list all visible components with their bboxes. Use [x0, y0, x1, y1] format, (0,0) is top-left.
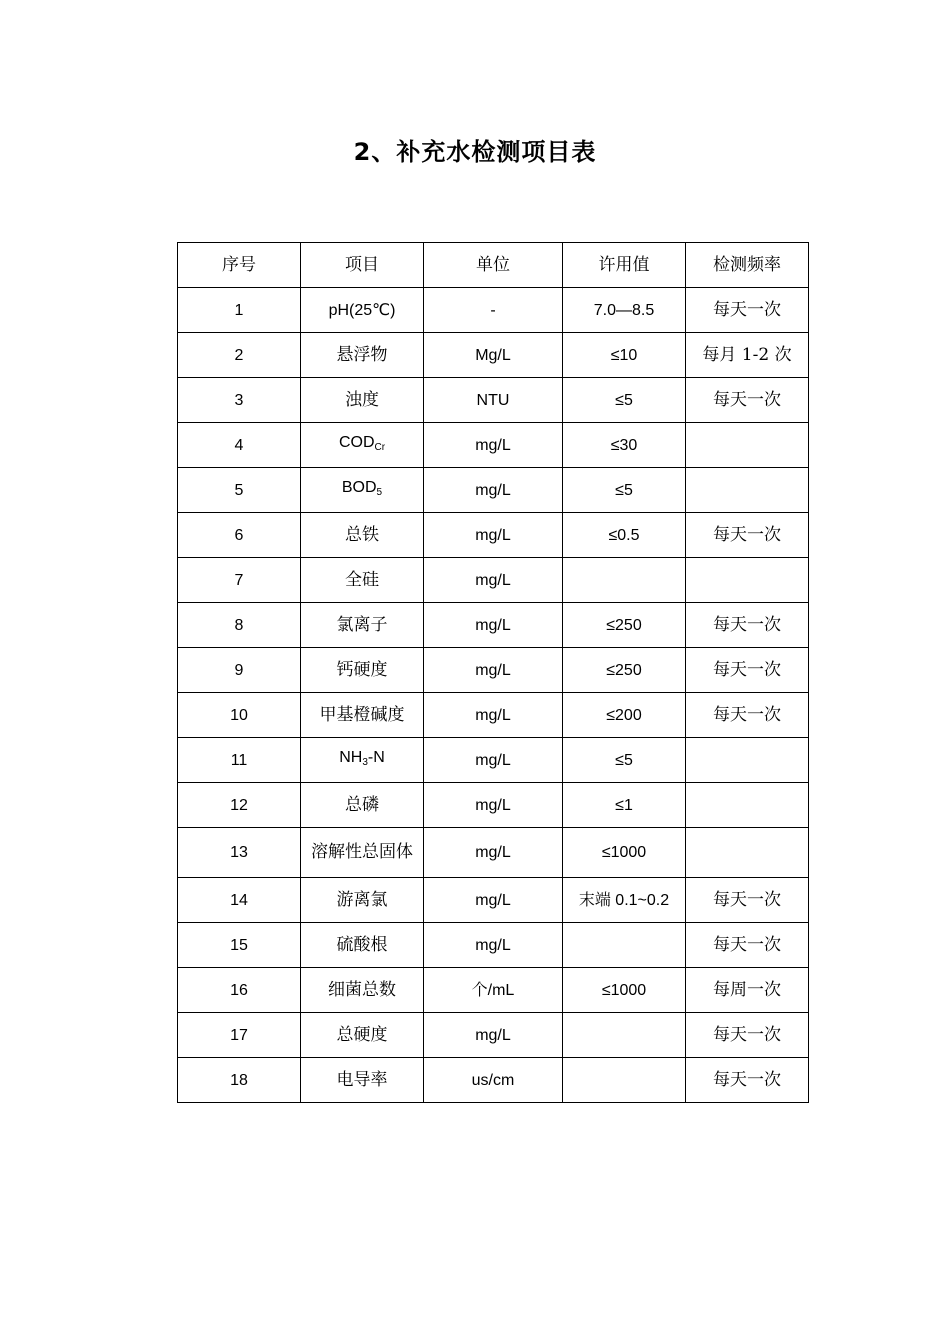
- cell-unit: mg/L: [424, 648, 563, 693]
- cell-no: 11: [178, 738, 301, 783]
- cell-item: 硫酸根: [301, 923, 424, 968]
- cell-no: 2: [178, 333, 301, 378]
- item-subscript: 5: [376, 487, 383, 498]
- cell-limit: ≤1000: [563, 828, 686, 878]
- cell-limit: ≤5: [563, 468, 686, 513]
- cell-item: 细菌总数: [301, 968, 424, 1013]
- cell-limit: ≤250: [563, 603, 686, 648]
- table-row: [178, 648, 809, 693]
- cell-frequency: 每天一次: [686, 603, 809, 648]
- cell-frequency: [686, 558, 809, 603]
- cell-frequency: [686, 423, 809, 468]
- cell-unit: mg/L: [424, 693, 563, 738]
- cell-no: 1: [178, 288, 301, 333]
- cell-limit: ≤5: [563, 378, 686, 423]
- cell-limit: ≤200: [563, 693, 686, 738]
- header-allowable-value: 许用值: [563, 243, 686, 288]
- cell-frequency: [686, 468, 809, 513]
- table-row: [178, 878, 809, 923]
- cell-no: 16: [178, 968, 301, 1013]
- header-item: 项目: [301, 243, 424, 288]
- cell-limit: [563, 1013, 686, 1058]
- table-row: [178, 1013, 809, 1058]
- table-row: [178, 828, 809, 878]
- cell-item: 游离氯: [301, 878, 424, 923]
- table-row: [178, 603, 809, 648]
- cell-frequency: 每天一次: [686, 693, 809, 738]
- table-row: [178, 468, 809, 513]
- table-row: [178, 968, 809, 1013]
- cell-item: 浊度: [301, 378, 424, 423]
- table-row: [178, 558, 809, 603]
- cell-item: 全硅: [301, 558, 424, 603]
- cell-limit: 末端 0.1~0.2: [563, 878, 686, 923]
- cell-limit: [563, 1058, 686, 1103]
- table-row: [178, 738, 809, 783]
- cell-frequency: [686, 783, 809, 828]
- cell-limit: ≤1000: [563, 968, 686, 1013]
- table-row: [178, 693, 809, 738]
- cell-no: 5: [178, 468, 301, 513]
- cell-frequency: 每月 1-2 次: [686, 333, 809, 378]
- cell-limit: ≤1: [563, 783, 686, 828]
- item-subscript: Cr: [374, 442, 386, 453]
- cell-no: 14: [178, 878, 301, 923]
- cell-item: pH(25℃): [301, 288, 424, 333]
- cell-unit: us/cm: [424, 1058, 563, 1103]
- cell-no: 10: [178, 693, 301, 738]
- cell-unit: mg/L: [424, 558, 563, 603]
- cell-no: 9: [178, 648, 301, 693]
- cell-unit: mg/L: [424, 923, 563, 968]
- table-row: [178, 513, 809, 558]
- cell-item: 溶解性总固体: [301, 828, 424, 878]
- cell-unit: mg/L: [424, 423, 563, 468]
- cell-limit: [563, 558, 686, 603]
- table-row: [178, 1058, 809, 1103]
- cell-no: 18: [178, 1058, 301, 1103]
- cell-item: 氯离子: [301, 603, 424, 648]
- item-base: BOD: [341, 479, 377, 496]
- inspection-items-table: [177, 242, 809, 1103]
- cell-no: 13: [178, 828, 301, 878]
- item-subscript: 3: [362, 757, 368, 768]
- cell-unit: Mg/L: [424, 333, 563, 378]
- cell-frequency: [686, 828, 809, 878]
- table-row: [178, 423, 809, 468]
- cell-frequency: 每天一次: [686, 513, 809, 558]
- cell-unit: mg/L: [424, 738, 563, 783]
- cell-no: 4: [178, 423, 301, 468]
- cell-frequency: 每天一次: [686, 923, 809, 968]
- table-row: [178, 378, 809, 423]
- cell-limit: [563, 923, 686, 968]
- item-suffix: -N: [367, 749, 385, 766]
- cell-item: [301, 738, 424, 783]
- cell-item: 甲基橙碱度: [301, 693, 424, 738]
- cell-no: 15: [178, 923, 301, 968]
- cell-item: [301, 468, 424, 513]
- cell-item: [301, 423, 424, 468]
- cell-no: 8: [178, 603, 301, 648]
- page-title: 2、补充水检测项目表: [353, 138, 597, 166]
- cell-unit: mg/L: [424, 468, 563, 513]
- cell-frequency: 每天一次: [686, 878, 809, 923]
- cell-no: 3: [178, 378, 301, 423]
- cell-item: 钙硬度: [301, 648, 424, 693]
- cell-limit: 7.0—8.5: [563, 288, 686, 333]
- table-row: [178, 783, 809, 828]
- cell-no: 12: [178, 783, 301, 828]
- cell-unit: -: [424, 288, 563, 333]
- table-row: [178, 333, 809, 378]
- table-header-row: [178, 243, 809, 288]
- cell-unit: mg/L: [424, 513, 563, 558]
- cell-frequency: 每天一次: [686, 288, 809, 333]
- cell-item: 总硬度: [301, 1013, 424, 1058]
- item-base: NH: [339, 749, 363, 766]
- cell-no: 7: [178, 558, 301, 603]
- cell-limit: ≤30: [563, 423, 686, 468]
- cell-frequency: [686, 738, 809, 783]
- cell-frequency: 每天一次: [686, 378, 809, 423]
- cell-no: 17: [178, 1013, 301, 1058]
- cell-unit: mg/L: [424, 1013, 563, 1058]
- cell-unit: NTU: [424, 378, 563, 423]
- cell-frequency: 每天一次: [686, 648, 809, 693]
- header-test-frequency: 检测频率: [686, 243, 809, 288]
- cell-frequency: 每周一次: [686, 968, 809, 1013]
- cell-item: 总磷: [301, 783, 424, 828]
- header-serial-number: 序号: [178, 243, 301, 288]
- table-row: [178, 288, 809, 333]
- cell-frequency: 每天一次: [686, 1013, 809, 1058]
- cell-unit: mg/L: [424, 878, 563, 923]
- item-base: COD: [338, 434, 375, 451]
- cell-limit: ≤10: [563, 333, 686, 378]
- cell-unit: 个/mL: [424, 968, 563, 1013]
- cell-item: 悬浮物: [301, 333, 424, 378]
- cell-limit: ≤250: [563, 648, 686, 693]
- cell-unit: mg/L: [424, 783, 563, 828]
- cell-frequency: 每天一次: [686, 1058, 809, 1103]
- cell-limit: ≤5: [563, 738, 686, 783]
- cell-item: 电导率: [301, 1058, 424, 1103]
- cell-unit: mg/L: [424, 828, 563, 878]
- table-row: [178, 923, 809, 968]
- cell-limit: ≤0.5: [563, 513, 686, 558]
- cell-no: 6: [178, 513, 301, 558]
- cell-unit: mg/L: [424, 603, 563, 648]
- cell-item: 总铁: [301, 513, 424, 558]
- header-unit: 单位: [424, 243, 563, 288]
